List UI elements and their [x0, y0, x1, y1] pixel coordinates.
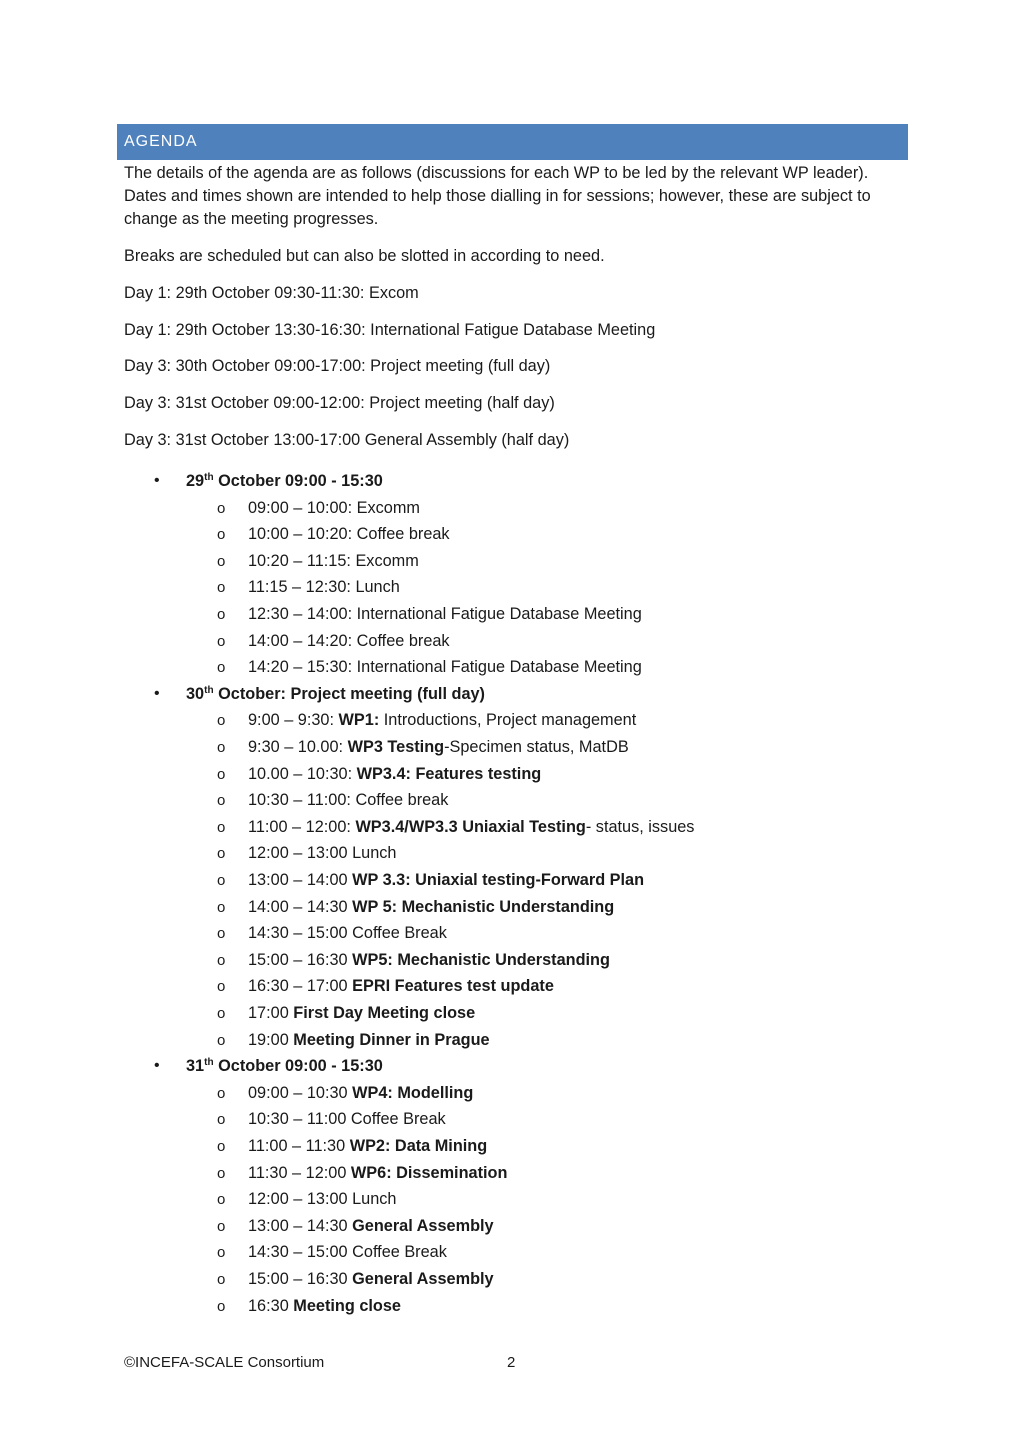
agenda-item-text [248, 574, 400, 600]
agenda-time: 10:20 – 11:15: [248, 551, 356, 570]
agenda-time: 15:00 – 16:30 [248, 1270, 353, 1288]
agenda-item [0, 734, 1024, 760]
circle-bullet-icon: o [217, 792, 226, 810]
agenda-time: 11:00 – 11:30 [248, 1137, 350, 1155]
circle-bullet-icon: o [217, 951, 226, 969]
day-number: 30 [186, 684, 205, 703]
agenda-time: 9:00 – 9:30: [248, 711, 339, 730]
agenda-item [0, 654, 1024, 680]
circle-bullet-icon: o [217, 499, 226, 517]
agenda-item [0, 867, 1024, 893]
agenda-item [0, 521, 1024, 547]
agenda-item-text [248, 654, 642, 680]
agenda-time: 12:00 – 13:00 [248, 844, 353, 863]
agenda-item-text [248, 1133, 487, 1159]
circle-bullet-icon: o [217, 552, 226, 570]
agenda-topic: International Fatigue Database Meeting [356, 605, 642, 623]
agenda-item-text [248, 787, 448, 813]
agenda-topic: - status, issues [585, 817, 695, 836]
agenda-time: 14:20 – 15:30: [248, 658, 357, 677]
agenda-item [0, 1027, 1024, 1053]
agenda-time: 15:00 – 16:30 [248, 950, 353, 969]
agenda-item-text [248, 628, 450, 654]
agenda-item-text [248, 761, 541, 787]
day-title [186, 468, 383, 494]
overview-line: Day 3: 31st October 13:00-17:00 General Assembly (half day) [124, 431, 570, 449]
agenda-time: 11:00 – 12:00: [248, 817, 356, 836]
agenda-topic-bold: WP2: Data Mining [349, 1137, 488, 1155]
agenda-time: 19:00 [248, 1030, 294, 1049]
agenda-topic: International Fatigue Database Meeting [356, 658, 642, 677]
day-number: 29 [186, 472, 205, 490]
circle-bullet-icon: o [217, 1138, 226, 1155]
agenda-item-text [248, 548, 419, 574]
agenda-item [0, 495, 1024, 521]
agenda-topic-bold: General Assembly [352, 1216, 494, 1235]
agenda-time: 09:00 – 10:30 [248, 1083, 353, 1102]
agenda-topic-bold: WP6: Dissemination [350, 1163, 508, 1182]
agenda-item [0, 628, 1024, 654]
agenda-item [0, 1239, 1024, 1265]
agenda-item-text [248, 707, 636, 733]
circle-bullet-icon: o [217, 925, 226, 943]
agenda-topic: Excomm [356, 498, 420, 517]
day-heading [0, 1053, 1024, 1079]
agenda-topic: Coffee Break [352, 924, 447, 943]
circle-bullet-icon: o [217, 1244, 226, 1262]
agenda-item [0, 707, 1024, 733]
agenda-item [0, 574, 1024, 600]
agenda-time: 16:30 – 17:00 [248, 977, 353, 996]
agenda-item-text [248, 1266, 494, 1292]
agenda-item-text [248, 601, 642, 627]
circle-bullet-icon: o [217, 579, 226, 597]
agenda-item-text [248, 1239, 447, 1265]
agenda-item [0, 548, 1024, 574]
breaks-note: Breaks are scheduled but can also be slotted in according to need. [124, 247, 605, 265]
agenda-item [0, 1186, 1024, 1212]
circle-bullet-icon: o [217, 818, 226, 836]
agenda-item-text [248, 1186, 397, 1212]
agenda-time: 11:30 – 12:00 [248, 1163, 351, 1182]
agenda-time: 10:30 – 11:00 [248, 1110, 351, 1129]
circle-bullet-icon: o [217, 1164, 226, 1182]
agenda-item [0, 601, 1024, 627]
agenda-time: 11:15 – 12:30: [248, 578, 356, 597]
agenda-item [0, 1133, 1024, 1159]
agenda-topic: Lunch [352, 1190, 397, 1209]
agenda-item [0, 894, 1024, 920]
overview-line: Day 3: 31st October 09:00-12:00: Project meeting (half day) [124, 394, 555, 412]
agenda-item-text [248, 814, 694, 840]
agenda-topic-bold: WP 5: Mechanistic Understanding [352, 897, 615, 916]
agenda-time: 16:30 [248, 1296, 294, 1315]
circle-bullet-icon: o [217, 978, 226, 996]
agenda-item [0, 1160, 1024, 1186]
agenda-item [0, 1106, 1024, 1132]
agenda-time: 12:00 – 13:00 [248, 1190, 353, 1209]
agenda-item [0, 1000, 1024, 1026]
agenda-time: 14:30 – 15:00 [248, 924, 353, 943]
day-heading [0, 681, 1024, 707]
circle-bullet-icon: o [217, 712, 226, 730]
circle-bullet-icon: o [217, 606, 226, 623]
agenda-topic: Lunch [352, 844, 397, 863]
agenda-time: 14:00 – 14:30 [248, 897, 353, 916]
agenda-time: 13:00 – 14:00 [248, 871, 353, 889]
section-title: AGENDA [117, 124, 908, 160]
agenda-item-text [248, 734, 629, 760]
day-suffix: th [204, 1057, 214, 1069]
circle-bullet-icon: o [217, 1217, 226, 1235]
agenda-topic: Coffee break [356, 525, 450, 544]
agenda-topic-bold: Meeting Dinner in Prague [293, 1030, 490, 1049]
agenda-topic: Coffee break [355, 791, 449, 810]
agenda-item-text [248, 1293, 401, 1319]
agenda-item-text [248, 947, 610, 973]
agenda-topic: Excomm [355, 551, 419, 570]
agenda-topic: Lunch [355, 578, 400, 597]
agenda-item [0, 1293, 1024, 1319]
agenda-item-text [248, 1106, 446, 1132]
agenda-item-text [248, 867, 644, 893]
agenda-item [0, 814, 1024, 840]
agenda-item-text [248, 1213, 494, 1239]
agenda-item [0, 761, 1024, 787]
day-rest: October 09:00 - 15:30 [213, 1057, 383, 1076]
agenda-time: 14:30 – 15:00 [248, 1243, 353, 1262]
circle-bullet-icon: o [217, 1271, 226, 1288]
agenda-topic-bold: WP3.4: Features testing [356, 764, 542, 783]
agenda-item-text [248, 894, 614, 920]
circle-bullet-icon: o [217, 1084, 226, 1102]
agenda-item-text [248, 1080, 473, 1106]
agenda-item [0, 920, 1024, 946]
circle-bullet-icon: o [217, 526, 226, 544]
day-rest: October: Project meeting (full day) [213, 684, 485, 703]
agenda-time: 10:30 – 11:00: [248, 791, 356, 810]
agenda-topic: Coffee Break [350, 1110, 446, 1129]
agenda-topic: Introductions, Project management [379, 711, 637, 730]
circle-bullet-icon: o [217, 1005, 226, 1022]
agenda-topic: -Specimen status, MatDB [444, 738, 629, 756]
agenda-time: 13:00 – 14:30 [248, 1216, 353, 1235]
agenda-item-text [248, 1000, 475, 1026]
circle-bullet-icon: o [217, 659, 226, 677]
day-suffix: th [204, 684, 214, 696]
agenda-topic-bold: WP5: Mechanistic Understanding [352, 950, 610, 969]
agenda-topic-bold: WP4: Modelling [352, 1083, 474, 1102]
agenda-topic: Coffee Break [352, 1243, 447, 1262]
agenda-time: 10:00 – 10:20: [248, 525, 357, 544]
day-title [186, 681, 485, 707]
agenda-item [0, 947, 1024, 973]
day-title [186, 1053, 383, 1079]
day-suffix: th [204, 472, 214, 483]
agenda-topic-bold: First Day Meeting close [293, 1004, 476, 1022]
circle-bullet-icon: o [217, 632, 226, 650]
circle-bullet-icon: o [217, 1191, 226, 1209]
agenda-topic-bold: WP3 Testing [347, 738, 445, 756]
agenda-topic-bold: EPRI Features test update [352, 977, 554, 996]
agenda-topic-bold: WP1: [338, 711, 380, 730]
agenda-item-text [248, 495, 420, 521]
circle-bullet-icon: o [217, 765, 226, 783]
bullet-icon: • [154, 1057, 160, 1075]
day-rest: October 09:00 - 15:30 [213, 472, 383, 490]
bullet-icon: • [154, 684, 160, 702]
agenda-time: 09:00 – 10:00: [248, 498, 357, 517]
agenda-time: 14:00 – 14:20: [248, 631, 357, 650]
circle-bullet-icon: o [217, 1031, 226, 1049]
agenda-item-text [248, 1160, 507, 1186]
agenda-time: 17:00 [248, 1004, 294, 1022]
agenda-topic-bold: WP 3.3: Uniaxial testing-Forward Plan [352, 871, 645, 889]
agenda-item-text [248, 1027, 490, 1053]
agenda-item [0, 1080, 1024, 1106]
agenda-topic-bold: General Assembly [352, 1270, 494, 1288]
page-number: 2 [507, 1354, 516, 1371]
circle-bullet-icon: o [217, 1297, 226, 1315]
circle-bullet-icon: o [217, 1111, 226, 1129]
agenda-item [0, 973, 1024, 999]
agenda-topic-bold: WP3.4/WP3.3 Uniaxial Testing [355, 817, 586, 836]
circle-bullet-icon: o [217, 845, 226, 863]
agenda-item [0, 1213, 1024, 1239]
agenda-time: 10.00 – 10:30: [248, 764, 357, 783]
intro-paragraph: The details of the agenda are as follows (discussions for each WP to be led by the relevant WP leader). Dates and times shown are intended to help those dialling in for sessions; however, these are subject to change as the meeting progresses. [124, 164, 871, 228]
agenda-item [0, 787, 1024, 813]
agenda-item [0, 1266, 1024, 1292]
circle-bullet-icon: o [217, 872, 226, 889]
agenda-item-text [248, 840, 397, 866]
bullet-icon: • [154, 472, 160, 489]
day-number: 31 [186, 1057, 205, 1076]
footer-consortium: ©INCEFA-SCALE Consortium [124, 1354, 325, 1371]
agenda-time: 9:30 – 10.00: [248, 738, 348, 756]
agenda-item-text [248, 521, 450, 547]
circle-bullet-icon: o [217, 898, 226, 916]
agenda-item-text [248, 920, 447, 946]
agenda-item [0, 840, 1024, 866]
day-heading [0, 468, 1024, 494]
overview-line: Day 1: 29th October 13:30-16:30: International Fatigue Database Meeting [124, 321, 656, 339]
agenda-topic: Coffee break [356, 631, 450, 650]
overview-line: Day 3: 30th October 09:00-17:00: Project meeting (full day) [124, 357, 551, 375]
overview-line: Day 1: 29th October 09:30-11:30: Excom [124, 284, 419, 302]
agenda-topic-bold: Meeting close [293, 1296, 401, 1315]
agenda-item-text [248, 973, 554, 999]
circle-bullet-icon: o [217, 739, 226, 756]
agenda-time: 12:30 – 14:00: [248, 605, 357, 623]
